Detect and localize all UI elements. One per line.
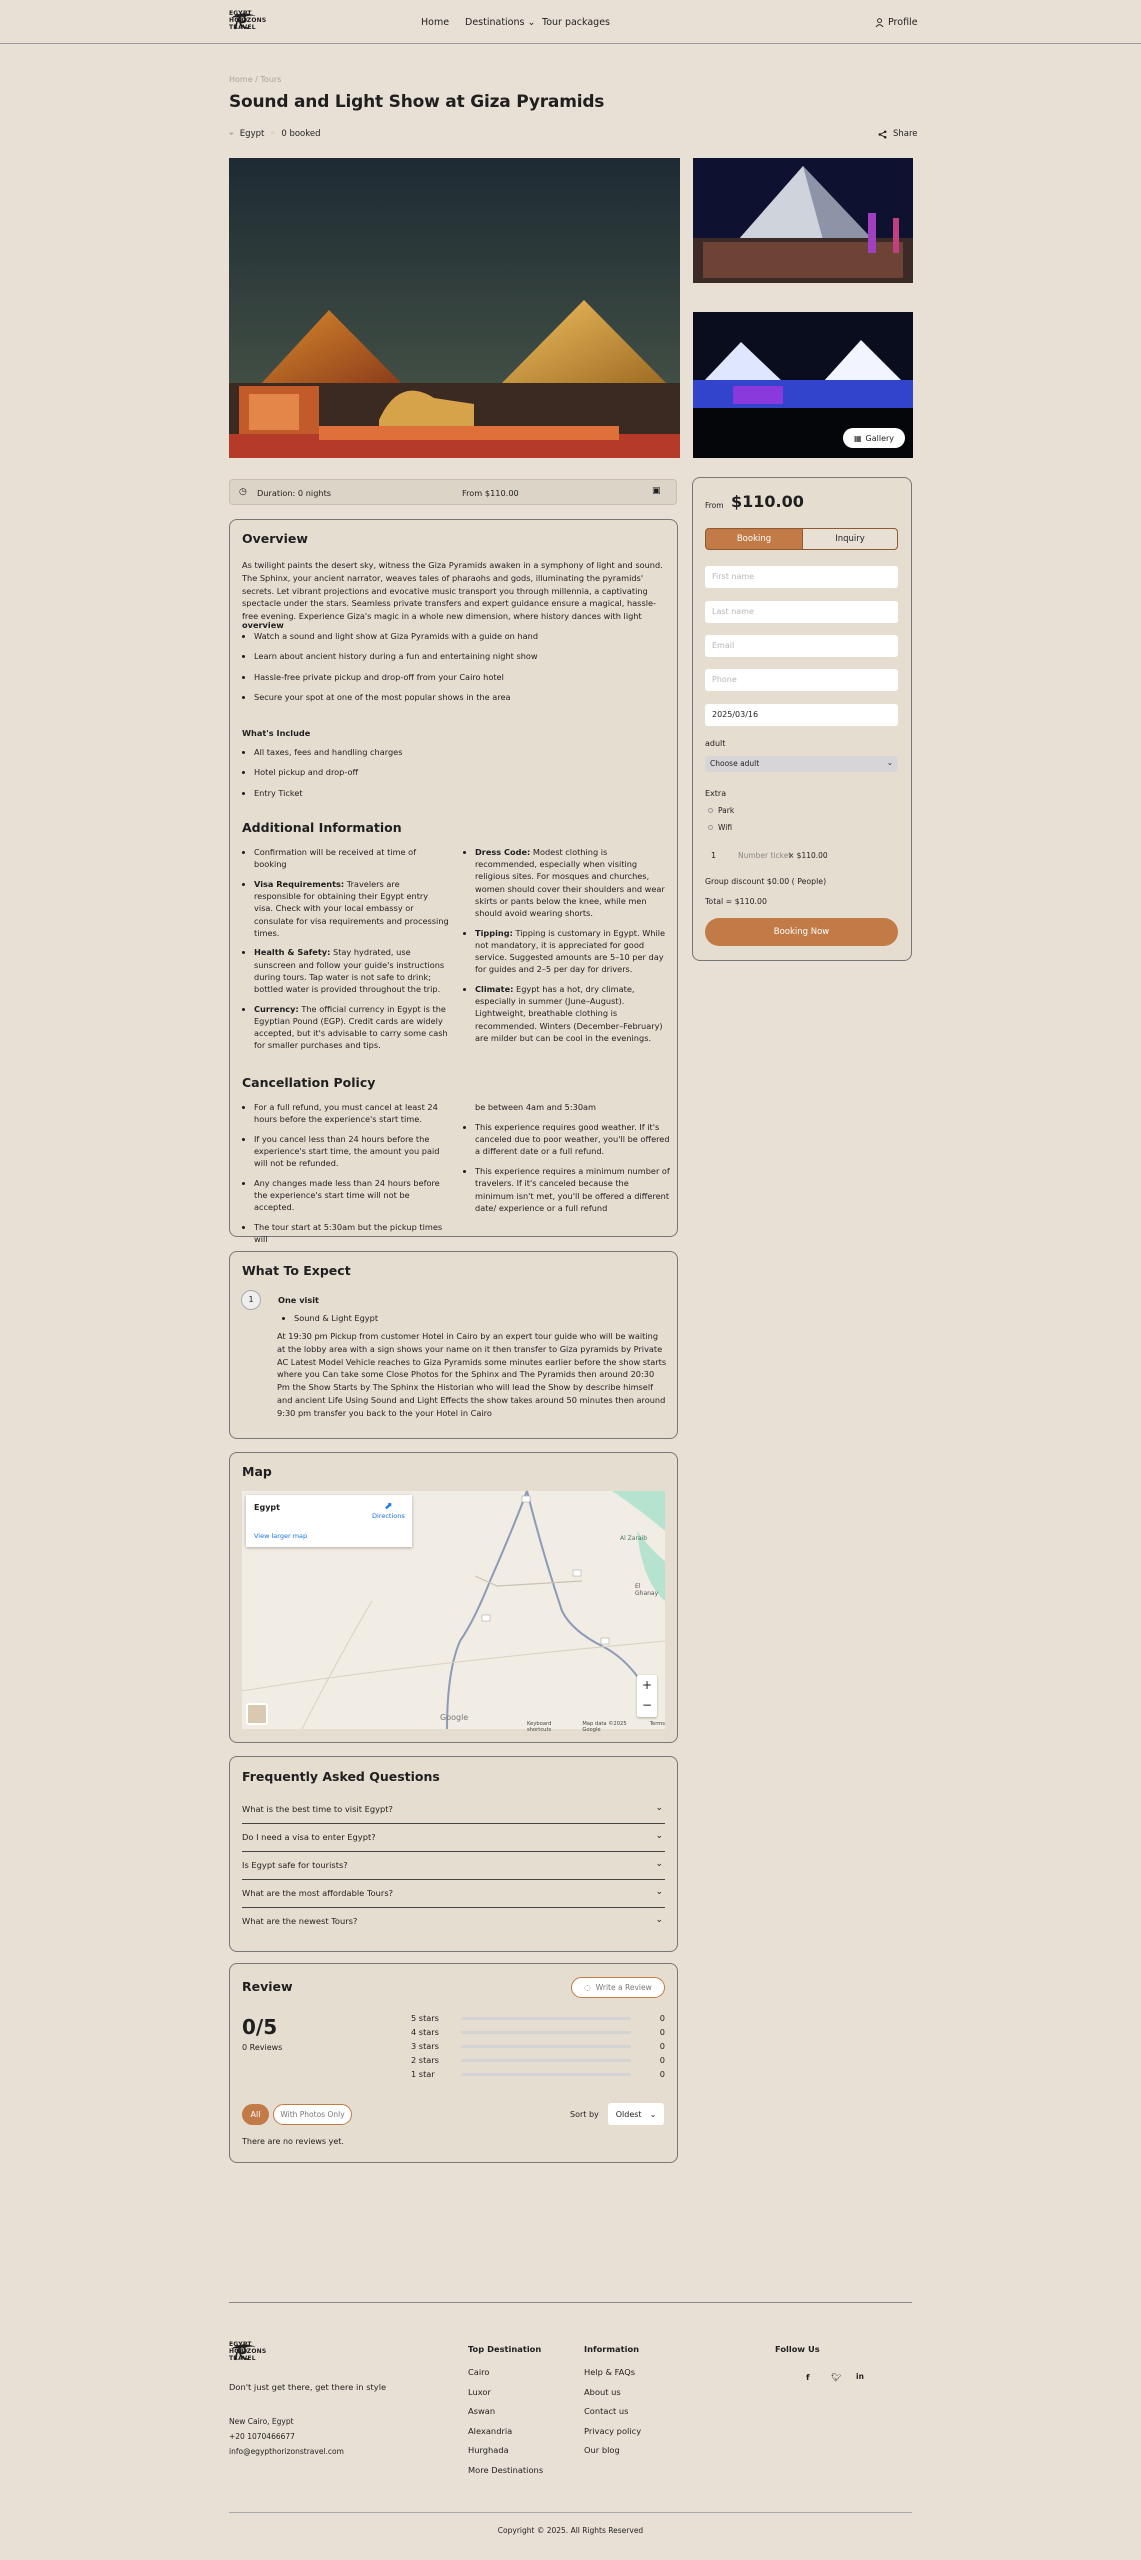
rating-label: 5 stars [411,2013,439,2023]
info-label: Tipping: [475,927,513,938]
date-input[interactable]: 2025/03/16 [705,704,898,726]
write-review-button[interactable] [571,1977,665,1998]
faq-question: Is Egypt safe for tourists? [242,1860,348,1870]
overview-subheading: overview [242,620,284,630]
faq-question: What are the most affordable Tours? [242,1888,394,1898]
users-icon: ◦ [270,129,276,139]
additional-right-list [463,846,670,1052]
ticket-price: × $110.00 [788,851,828,860]
list-item: • Hassle-free private pickup and drop-off from your Cairo hotel [254,671,662,684]
chevron-down-icon: ⌄ [527,17,536,28]
chevron-down-icon: ⌄ [655,1859,663,1869]
chat-icon: ◌ [584,1983,591,1992]
faq-question: Do I need a visa to enter Egypt? [242,1832,376,1842]
google-logo: Google [440,1713,469,1722]
footer-link[interactable]: Our blog [584,2445,620,2455]
footer-tagline: Don't just get there, get there in style [229,2382,387,2392]
zoom-out-button[interactable]: − [641,1698,653,1712]
rating-row [411,2041,667,2051]
expect-step: One visit [278,1295,319,1305]
duration-text: Duration: 0 nights [257,488,332,498]
rating-label: 3 stars [411,2041,439,2051]
gallery-label: Gallery [865,433,895,443]
rating-label: 2 stars [411,2055,439,2065]
nav-profile[interactable] [875,17,918,28]
list-item: • All taxes, fees and handling charges [254,746,662,759]
copyright: Copyright © 2025. All Rights Reserved [497,2526,644,2535]
cancellation-right-list [463,1121,670,1221]
extra-label: Extra [705,789,727,798]
first-name-input[interactable]: First name [705,566,898,588]
tour-location: Egypt [239,129,265,139]
tour-meta [229,129,321,139]
radio-icon [708,825,713,830]
site-header [0,0,1141,44]
review-heading: Review [242,1979,293,1994]
map-place-name: Egypt [254,1503,280,1512]
review-count: 0 Reviews [242,2043,283,2052]
map-city-label: Al Zaraib [620,1535,648,1542]
list-item: • The tour start at 5:30am but the pickup times will [254,1221,449,1245]
page-title: Sound and Light Show at Giza Pyramids [229,92,605,112]
rating-row [411,2027,667,2037]
tab-booking[interactable]: Booking [705,528,803,550]
footer-link[interactable]: Aswan [468,2406,496,2416]
faq-item[interactable] [242,1881,665,1908]
footer-col2-title: Information [584,2344,640,2354]
faq-item[interactable] [242,1825,665,1852]
number-ticket-label: Number ticket [738,851,792,860]
info-label: Visa Requirements: [254,878,345,889]
list-item [254,1003,449,1052]
info-label: Health & Safety: [254,947,331,958]
list-item: • Watch a sound and light show at Giza Pyramids with a guide on hand [254,630,662,643]
footer-link[interactable]: About us [584,2387,621,2397]
directions-icon: ⬈ [384,1501,393,1512]
giza-night-photo [229,158,680,458]
thumbnail-photo-2[interactable] [693,312,913,458]
brand-line-1: EGYPT [229,9,252,17]
list-item [475,983,670,1044]
footer-email[interactable]: info@egypthorizonstravel.com [229,2447,344,2456]
list-item: • Sound & Light Egypt [294,1312,378,1325]
rating-bar [461,2031,631,2034]
rating-row [411,2069,667,2079]
sort-label: Sort by [570,2110,599,2119]
include-heading: What's Include [242,728,311,738]
info-label: Dress Code: [475,847,531,857]
info-label: Climate: [475,984,514,995]
duration-bar [229,479,677,505]
nav-home[interactable]: Home [421,17,450,28]
user-icon [875,18,884,27]
no-reviews-text: There are no reviews yet. [242,2137,344,2146]
booking-price: $110.00 [731,492,804,511]
brand-line-3: TRAVEL [229,23,256,31]
footer-link[interactable]: More Destinations [468,2465,544,2475]
list-item: • Learn about ancient history during a fun and entertaining night show [254,650,662,663]
footer-col1-title: Top Destination [468,2344,542,2354]
write-review-label: Write a Review [595,1983,652,1992]
email-input[interactable]: Email [705,635,898,657]
share-label: Share [893,129,918,139]
rating-count: 0 [659,2041,665,2051]
filter-photos-button[interactable]: With Photos Only [273,2104,352,2125]
sort-value: Oldest [615,2109,642,2119]
chevron-down-icon: ⌄ [886,758,893,767]
info-label: Currency: [254,1003,299,1014]
share-icon [878,130,887,139]
cancellation-left-list [242,1101,449,1253]
adult-select[interactable] [705,756,898,772]
booked-count: 0 booked [281,129,321,139]
rating-row [411,2013,667,2023]
from-price-text: From $110.00 [462,488,519,498]
faq-item[interactable] [242,1909,665,1936]
footer-divider [229,2302,912,2303]
share-button[interactable] [878,129,918,139]
map-heading: Map [242,1464,272,1479]
footer-bottom-divider [229,2512,912,2513]
last-name-input[interactable]: Last name [705,601,898,623]
footer-phone[interactable]: +20 1070466677 [229,2432,295,2441]
faq-item[interactable] [242,1797,665,1824]
info-text: Modest clothing is recommended, especially when visiting religious sites. For mosques and churches, women should cover their shoulders and wear skirts or pants below the knee, while men should avoid wearing shorts. [475,847,665,919]
directions-label: Directions [372,1512,405,1520]
rating-count: 0 [659,2013,665,2023]
footer-link[interactable]: Luxor [468,2387,491,2397]
expect-text: At 19:30 pm Pickup from customer Hotel in Cairo by an expert tour guide who will be waiting at the lobby area with a sign shows your name on it then transfer to Giza pyramids by Private AC Latest Model Vehicle reaches to Giza Pyramids some minutes earlier before the show starts where you Can take some Close Photos for the Sphinx and The Pyramids then around 20:30 Pm the Show Starts by The Sphinx the Historian who will lead the Show by describe himself and ancient Life Using Sound and Light Effects the show takes around 50 minutes then around 9:30 pm transfer you back to the your Hotel in Cairo [277,1331,667,1418]
rating-bar [461,2059,631,2062]
expect-heading: What To Expect [242,1263,351,1278]
rating-count: 0 [659,2027,665,2037]
nav-destinations-label: Destinations [465,17,525,28]
chevron-down-icon: ⌄ [655,1887,663,1897]
faq-heading: Frequently Asked Questions [242,1769,440,1784]
radio-icon [708,808,713,813]
terms-link[interactable]: Terms [649,1721,665,1727]
chevron-down-icon: ⌄ [655,1915,663,1925]
cancellation-continued: be between 4am and 5:30am [475,1102,597,1112]
footer-address: New Cairo, Egypt [229,2417,294,2426]
list-item: • For a full refund, you must cancel at least 24 hours before the experience's start time. [254,1101,449,1125]
footer-link[interactable]: Alexandria [468,2426,513,2436]
info-text: Travelers are responsible for obtaining their Egypt entry visa. Check with your local embassy or consulate for visa requirements and processing times. [254,878,449,938]
list-item: • Secure your spot at one of the most popular shows in the area [254,691,662,704]
map-info-box [246,1495,412,1547]
list-item: • Hotel pickup and drop-off [254,766,662,779]
linkedin-icon[interactable]: in [856,2372,864,2381]
tab-inquiry[interactable]: Inquiry [803,528,898,550]
nav-profile-label: Profile [888,17,918,28]
info-text: Stay hydrated, use sunscreen and follow your guide's instructions during tours. Tap water is not safe to drink; bottled water is provided throughout the trip. [254,947,445,995]
faq-question: What is the best time to visit Egypt? [242,1804,393,1814]
info-text: Egypt has a hot, dry climate, especially in summer (June–August). Lightweight, breathable clothing is recommended. Winters (December–February) are milder but can be cool in the evenings. [475,984,663,1043]
from-label: From [705,501,724,510]
cancellation-heading: Cancellation Policy [242,1075,376,1090]
location-pin-icon: ⌖ [229,129,234,139]
rating-label: 1 star [411,2069,435,2079]
rating-bar [461,2045,631,2048]
footer-logo[interactable] [229,2340,267,2362]
brand-line-1: EGYPT [229,2340,252,2348]
pyramid-show-photo [693,158,913,283]
nav-destinations[interactable] [465,17,535,28]
faq-item[interactable] [242,1853,665,1880]
list-item [254,846,449,870]
extra-park-label: Park [718,806,735,815]
map-city-label: El Ghanay [635,1583,659,1597]
footer-link[interactable]: Hurghada [468,2445,509,2455]
include-list [242,746,662,807]
rating-label: 4 stars [411,2027,439,2037]
overview-list [242,630,662,711]
map-attribution [527,1721,665,1733]
list-item: • This experience requires a minimum number of travelers. If it's canceled because the minimum isn't met, you'll be offered a different date/ experience or a full refund [475,1165,670,1214]
zoom-in-button[interactable]: + [641,1678,653,1692]
footer-link[interactable]: Privacy policy [584,2426,642,2436]
adult-label: adult [705,739,726,748]
view-larger-map-link[interactable]: View larger map [254,1532,308,1540]
keyboard-shortcuts-link[interactable]: Keyboard shortcuts [527,1721,552,1733]
footer-link[interactable]: Contact us [584,2406,629,2416]
thumbnail-photo-1[interactable] [693,158,913,283]
twitter-icon[interactable]: 🐦︎ [831,2372,842,2382]
facebook-icon[interactable]: f [806,2372,810,2382]
brand-line-2: HORIZONS [229,16,267,24]
extra-wifi-label: Wifi [718,823,733,832]
embedded-map[interactable] [242,1491,665,1733]
rating-count: 0 [659,2069,665,2079]
step-number-icon: 1 [241,1290,261,1310]
footer-link[interactable]: Help & FAQs [584,2367,636,2377]
rating-bar [461,2017,631,2020]
nav-tour-packages[interactable]: Tour packages [542,17,611,28]
overview-text: As twilight paints the desert sky, witness the Giza Pyramids awaken in a symphony of light and sound. The Sphinx, your ancient narrator, weaves tales of pharaohs and gods, illuminating the pyramids' secrets. Let vibrant projections and evocative music transport you through millennia, a captivating spectacle under the stars. Seamless private transfers and expert guidance ensure a magical, hassle-free evening. Experience Giza's magic in a whole new dimension, where history dances with light [242,560,663,622]
filter-all-button[interactable]: All [242,2104,269,2125]
ticket-quantity-input[interactable]: 1 [711,851,717,860]
phone-input[interactable]: Phone [705,669,898,691]
adult-select-value: Choose adult [710,759,760,768]
extra-wifi-option[interactable] [708,823,732,832]
chevron-down-icon: ⌄ [649,2109,657,2119]
rating-row [411,2055,667,2065]
list-item: • This experience requires good weather. If it's canceled due to poor weather, you'll be offered a different date or a full refund. [475,1121,670,1158]
main-photo[interactable] [229,158,680,458]
map-layer-toggle[interactable] [246,1703,268,1725]
list-item [475,927,670,976]
group-discount: Group discount $0.00 ( People) [705,877,827,886]
list-item: • Any changes made less than 24 hours before the experience's start time will not be accepted. [254,1177,449,1214]
follow-us-title: Follow Us [775,2344,820,2354]
booking-now-button[interactable]: Booking Now [705,918,898,946]
list-item [254,878,449,939]
sort-select[interactable] [608,2103,664,2125]
review-score: 0/5 [242,2015,278,2039]
clock-icon: ◷ [239,487,247,497]
breadcrumb[interactable]: Home / Tours [229,75,282,84]
additional-left-list [242,846,449,1059]
overview-heading: Overview [242,531,308,546]
rating-count: 0 [659,2055,665,2065]
gallery-button[interactable] [843,428,905,448]
grid-icon: ▦ [853,433,862,443]
map-data-text: Map data ©2025 Google [582,1721,627,1733]
list-item [475,846,670,919]
rating-bar [461,2073,631,2076]
zoom-controls [637,1675,657,1717]
brand-line-2: HORIZONS [229,2347,267,2355]
extra-park-option[interactable] [708,806,734,815]
info-text: The official currency in Egypt is the Egyptian Pound (EGP). Credit cards are widely accepted, but it's advisable to carry some cash for smaller purchases and tips. [254,1003,448,1051]
total-price: Total = $110.00 [705,897,767,906]
info-text: Tipping is customary in Egypt. While not mandatory, it is appreciated for good service. Suggested amounts are 5–10 per day for guides and 2–5 per day for drivers. [475,927,666,975]
additional-heading: Additional Information [242,820,402,835]
list-item: • Entry Ticket [254,787,662,800]
info-text: Confirmation will be received at time of booking [254,847,417,870]
list-item [254,946,449,995]
brand-line-3: TRAVEL [229,2354,256,2362]
site-logo[interactable] [229,9,267,31]
footer-link[interactable]: Cairo [468,2367,490,2377]
directions-link[interactable] [372,1501,405,1520]
chevron-down-icon: ⌄ [655,1803,663,1813]
list-item: • If you cancel less than 24 hours before the experience's start time, the amount you paid will not be refunded. [254,1133,449,1170]
faq-question: What are the newest Tours? [242,1916,358,1926]
ticket-icon: ▣ [652,486,661,496]
chevron-down-icon: ⌄ [655,1831,663,1841]
